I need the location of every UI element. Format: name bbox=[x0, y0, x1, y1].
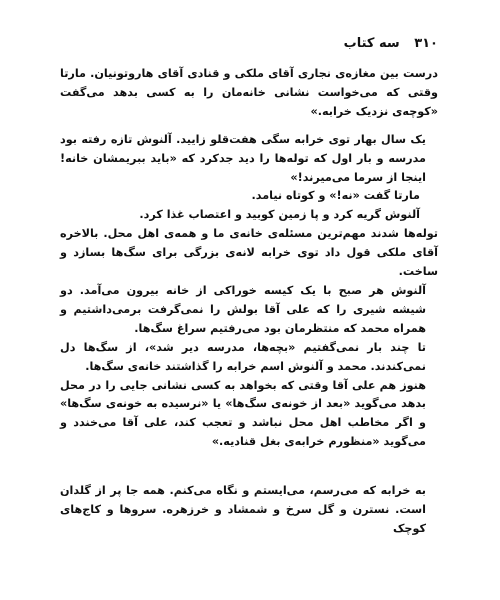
paragraph: آلنوش هر صبح با یک کیسه خوراکی از خانه بیرون می‌آمد. دو شیشه شیری را که علی آقا بولش را نمی‌گرفت برمی‌داشتیم و همراه محمد که منتظرمان بود می‌رفتیم سراغ سگ‌ها. bbox=[60, 283, 426, 335]
paragraph: به خرابه که می‌رسم، می‌ایستم و نگاه می‌کنم. همه جا پر از گلدان است. نسترن و گل سرخ و شمشاد و خرزهره. سروها و کاج‌های کوچک bbox=[60, 484, 426, 535]
page-header bbox=[62, 36, 438, 58]
paragraph: توله‌ها شدند مهم‌ترین مسئله‌ی خانه‌ی ما و همه‌ی اهل محل. بالاخره آقای ملکی قول داد توی خرابه لانه‌ی بزرگی برای سگ‌ها بسازد و ساخت. bbox=[60, 227, 438, 279]
paragraph: تا چند بار نمی‌گفتیم «بچه‌ها، مدرسه دیر شد»، از سگ‌ها دل نمی‌کندند. محمد و آلنوش اسم خرابه را گذاشتند خانه‌ی سگ‌ها. bbox=[60, 340, 426, 373]
paragraph: آلنوش گریه کرد و پا زمین کوبید و اعتصاب غذا کرد. bbox=[139, 208, 420, 222]
paragraph: درست بین مغازه‌ی نجاری آقای ملکی و قنادی آقای هاروتونیان. مارتا وقتی که می‌خواست نشانی خانه‌مان را به کسی بدهد می‌گفت «کوچه‌ی نزدیک خرابه.» bbox=[60, 67, 438, 118]
body-text bbox=[60, 65, 438, 539]
paragraph: یک سال بهار توی خرابه سگی هفت‌قلو زایید. آلنوش تازه رفته بود مدرسه و بار اول که توله‌ها را دید جدکرد که «باید ببریمشان خانه! اینجا از سرما می‌میرند!» bbox=[60, 132, 426, 184]
paragraph: مارتا گفت «نه!» و کوتاه نیامد. bbox=[251, 189, 420, 203]
paragraph: هنوز هم علی آقا وقتی که بخواهد به کسی نشانی جایی را در محل بدهد می‌گوید «بعد از خونه‌ی سگ‌ها» یا «نرسیده به خونه‌ی سگ‌ها» و اگر مخاطب اهل محل نباشد و تعجب کند، علی آقا می‌خندد و می‌گوید «منظورم خرابه‌ی بغل قنادیه.» bbox=[60, 378, 426, 449]
running-title: سه کتاب bbox=[343, 36, 400, 51]
page-number: ۳۱۰ bbox=[414, 36, 438, 51]
